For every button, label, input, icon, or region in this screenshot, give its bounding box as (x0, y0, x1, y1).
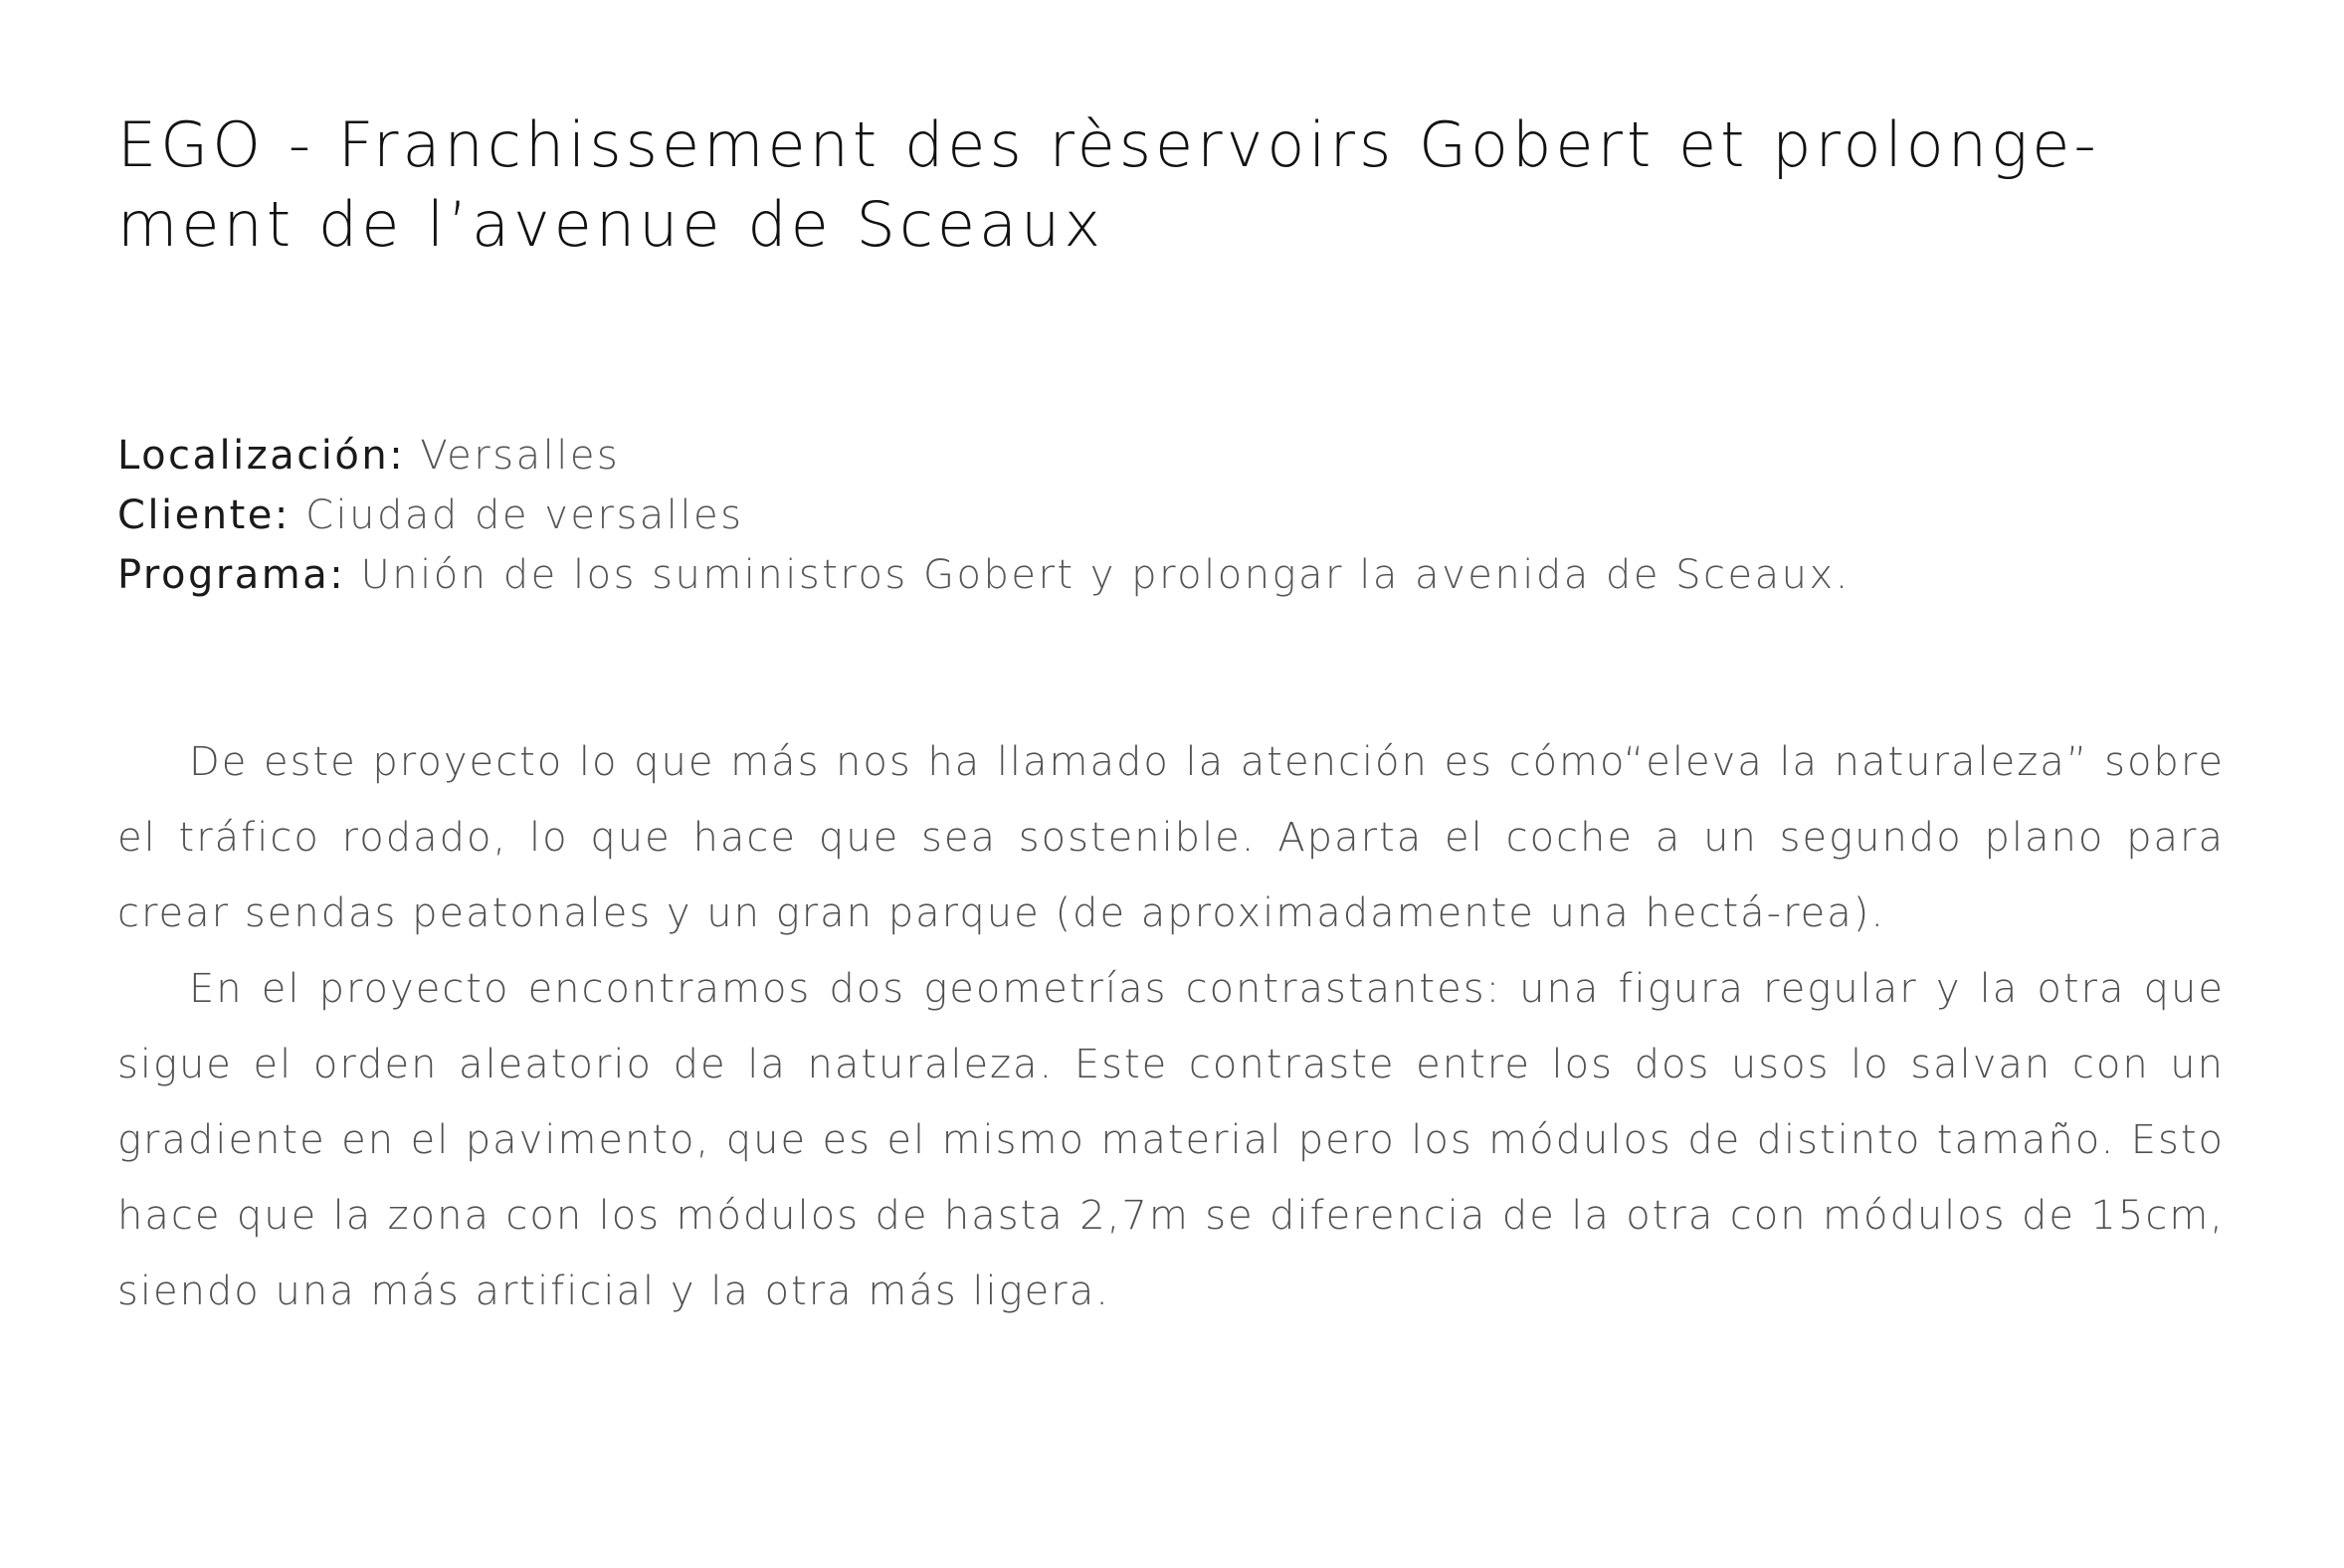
meta-program (117, 545, 2225, 605)
meta-location (117, 426, 2225, 486)
paragraph-1: De este proyecto lo que más nos ha llamado la atención es cómo“eleva la naturaleza” sobre el tráfico rodado, lo que hace que sea sostenible. Aparta el coche a un segundo plano para crear sendas peatonales y un gran parque (de aproximadamente una hectá-rea). (117, 739, 2225, 936)
page-title-line-2: ment de l’avenue de Sceaux (117, 188, 1105, 261)
document-page (117, 0, 2225, 1568)
meta-client-value: Ciudad de versalles (305, 492, 744, 538)
page-title (117, 105, 2225, 265)
meta-program-value: Unión de los suministros Gobert y prolongar la avenida de Sceaux. (360, 552, 1851, 598)
meta-location-label: Localización: (117, 433, 406, 479)
meta-client-label: Cliente: (117, 492, 291, 538)
page-title-line-1: EGO - Franchissement des rèservoirs Gobert et prolonge- (117, 108, 2100, 181)
meta-client (117, 486, 2225, 545)
project-metadata (117, 426, 2225, 605)
meta-location-value: Versalles (420, 433, 621, 479)
body-text (117, 724, 2225, 1329)
meta-program-label: Programa: (117, 552, 346, 598)
paragraph-2: En el proyecto encontramos dos geometrías contrastantes: una figura regular y la otra que sigue el orden aleatorio de la naturaleza. Este contraste entre los dos usos lo salvan con un gradiente en el pavimento, que es el mismo material pero los módulos de distinto tamaño. Esto hace que la zona con los módulos de hasta 2,7m se diferencia de la otra con módulos de 15cm, siendo una más artificial y la otra más ligera. (117, 966, 2225, 1314)
